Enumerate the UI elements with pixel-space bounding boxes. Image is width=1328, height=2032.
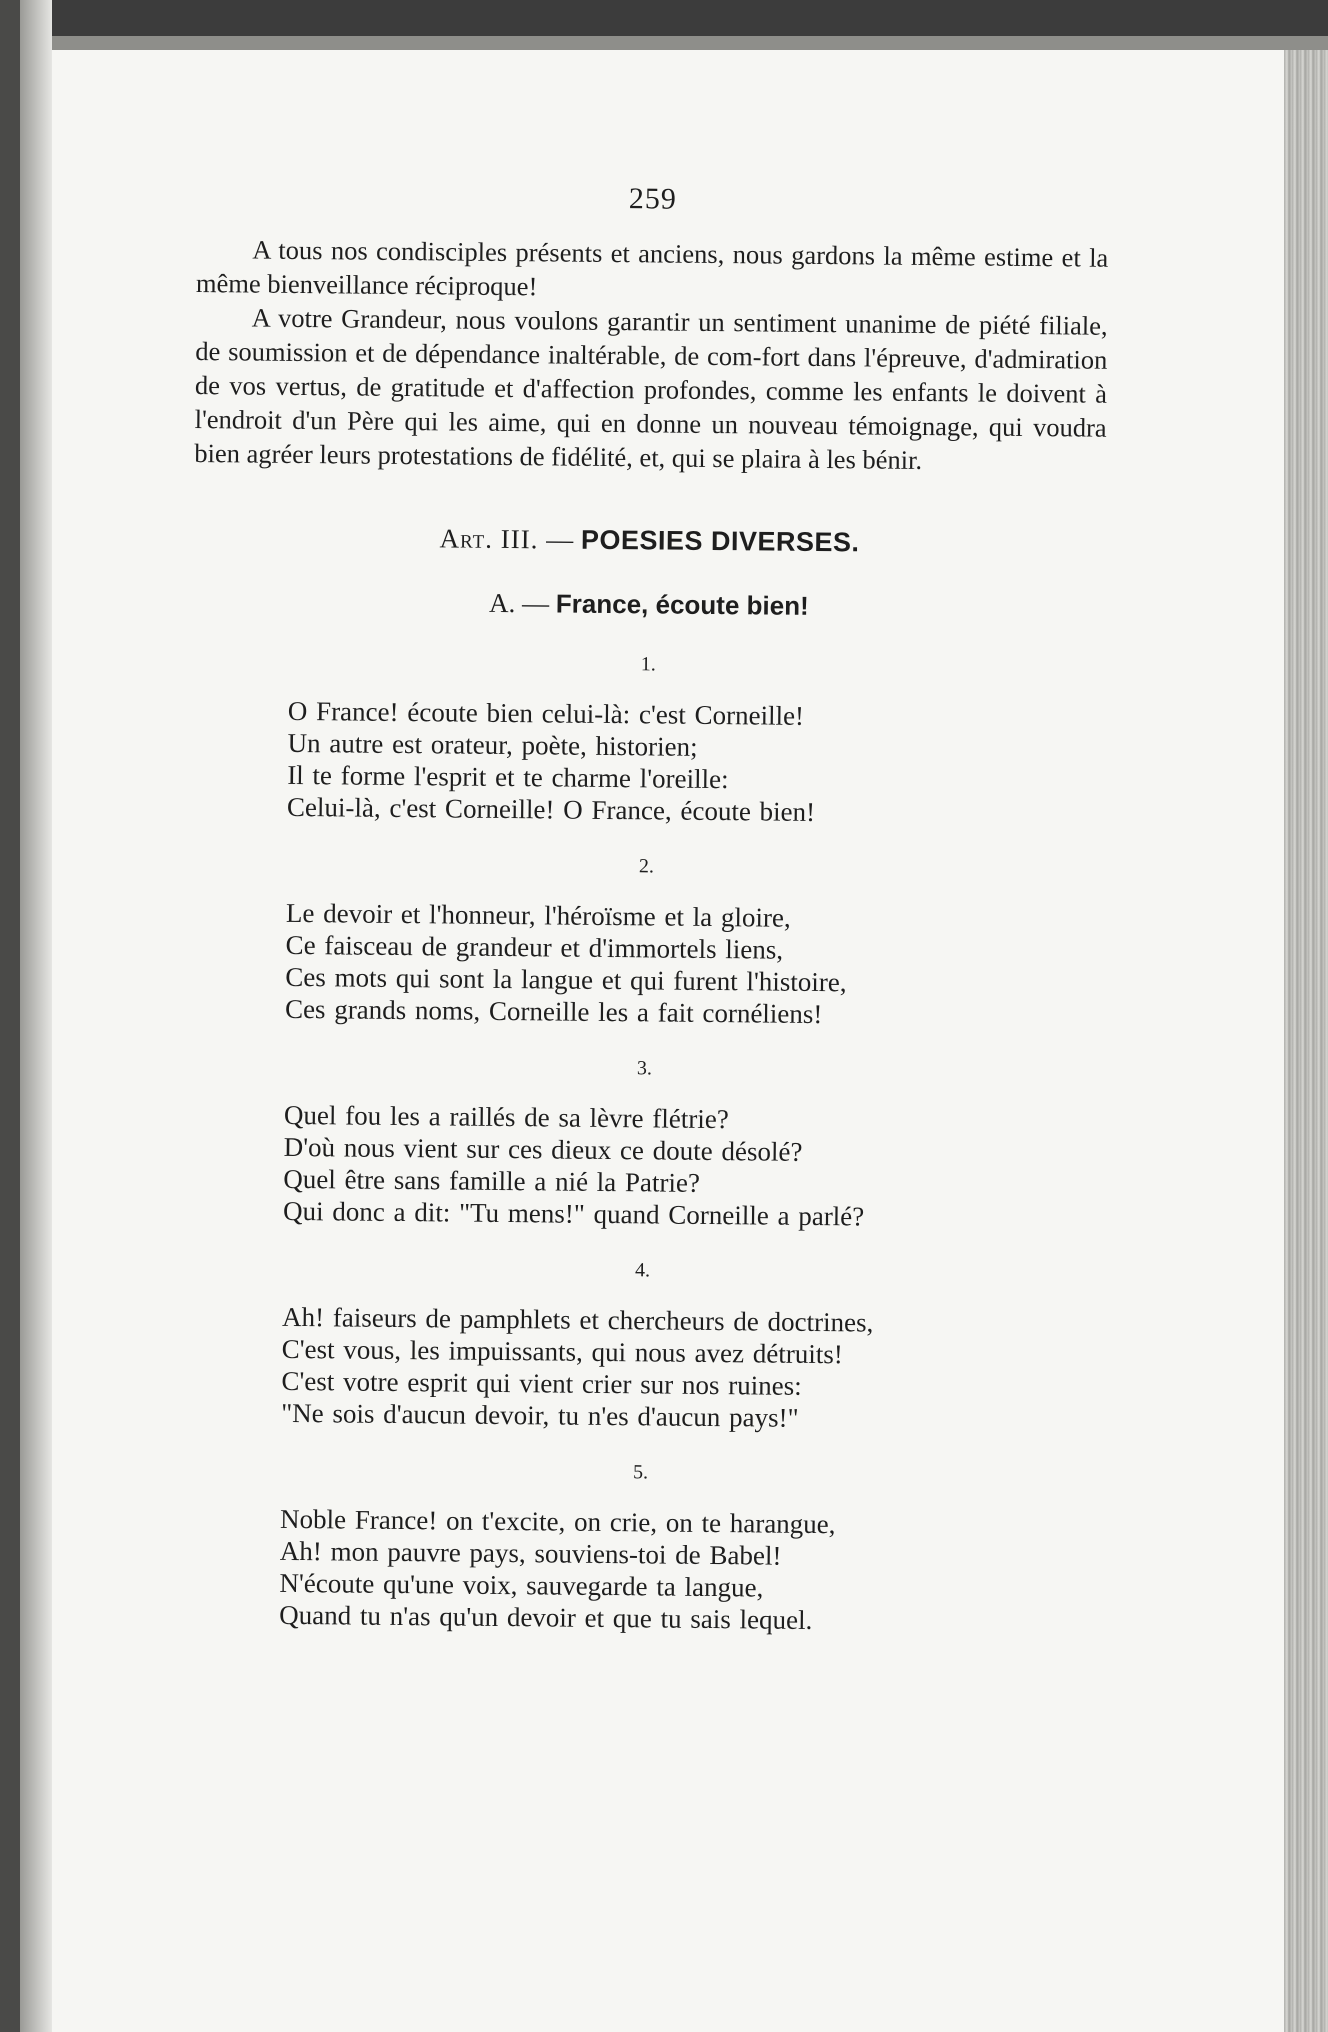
stanza [281,1301,1098,1437]
verse-line: Ces grands noms, Corneille les a fait cornéliens! [284,993,823,1030]
verse-line: Qui donc a dit: "Tu mens!" quand Corneille a parlé? [282,1195,865,1232]
verse-line: "Ne sois d'aucun devoir, tu n'es d'aucun pays!" [281,1397,799,1433]
prose-paragraph: A votre Grandeur, nous voulons garantir un sentiment unanime de piété filiale, de soumission et de dépendance inaltérable, de com-fort dans l'épreuve, d'admiration de vos vertus, de gratitude et d'affection profondes, comme les enfants le doivent à l'endroit d'un Père qui les aime, qui en donne un nouveau témoignage, qui voudra bien agréer leurs protestations de fidélité, et, qui se plaira à les bénir. [194,302,1108,475]
prose-paragraph: A tous nos condisciples présents et anciens, nous gardons la même estime et la même bienveillance réciproque! [195,234,1109,302]
stanza [287,695,1104,831]
scan-border-left [0,0,20,2032]
verse-line: Quand tu n'as qu'un devoir et que tu sais lequel. [279,1599,813,1635]
scan-border-top [0,0,1328,50]
book-page [52,50,1284,2032]
stanza-number: 5. [632,1461,649,1484]
article-title: POESIES DIVERSES. [580,524,860,558]
verse-line: Ah! faiseurs de pamphlets et chercheurs de doctrines, [281,1301,874,1338]
stanza [285,897,1102,1033]
verse-line: Quel être sans famille a nié la Patrie? [283,1163,701,1198]
verse-line: Ce faisceau de grandeur et d'immortels liens, [285,929,784,965]
page-stack-edge [1284,50,1328,2032]
stanza-number: 1. [640,653,656,676]
stanza [283,1099,1100,1235]
article-prefix: Art. III. — [439,523,575,555]
page-gutter-shadow [20,0,52,2032]
stanza-number: 2. [638,855,655,878]
stanza-number: 3. [636,1057,653,1080]
page-number: 259 [628,182,677,216]
article-heading [193,516,1105,565]
verse-line: Le devoir et l'honneur, l'héroïsme et la gloire, [285,897,791,933]
prose-block [194,232,1108,479]
verse-line: Celui-là, c'est Corneille! O France, écoute bien! [286,791,816,827]
poem-title: France, écoute bien! [555,588,809,621]
verse-line: Ces mots qui sont la langue et qui furent l'histoire, [285,961,847,998]
verse-line: Ah! mon pauvre pays, souviens-toi de Babel! [279,1535,782,1571]
verse-line: Un autre est orateur, poète, historien; [287,727,698,762]
poem-prefix: A. — [488,587,550,619]
verse-line: Il te forme l'esprit et te charme l'oreille: [287,759,729,795]
verse-line: C'est votre esprit qui vient crier sur nos ruines: [281,1365,802,1401]
verse-line: D'où nous vient sur ces dieux ce doute désolé? [283,1131,803,1167]
stanza [279,1503,1096,1639]
verse-line: C'est vous, les impuissants, qui nous avez détruits! [281,1333,843,1370]
verse-line: O France! écoute bien celui-là: c'est Corneille! [287,695,805,731]
verse-line: N'écoute qu'une voix, sauvegarde ta langue, [279,1567,764,1603]
verse-line: Quel fou les a raillés de sa lèvre flétrie? [283,1099,729,1135]
page-content [183,178,1109,1639]
poem-heading [193,580,1105,629]
verse-line: Noble France! on t'excite, on crie, on te harangue, [279,1503,836,1540]
stanza-number: 4. [634,1259,651,1282]
